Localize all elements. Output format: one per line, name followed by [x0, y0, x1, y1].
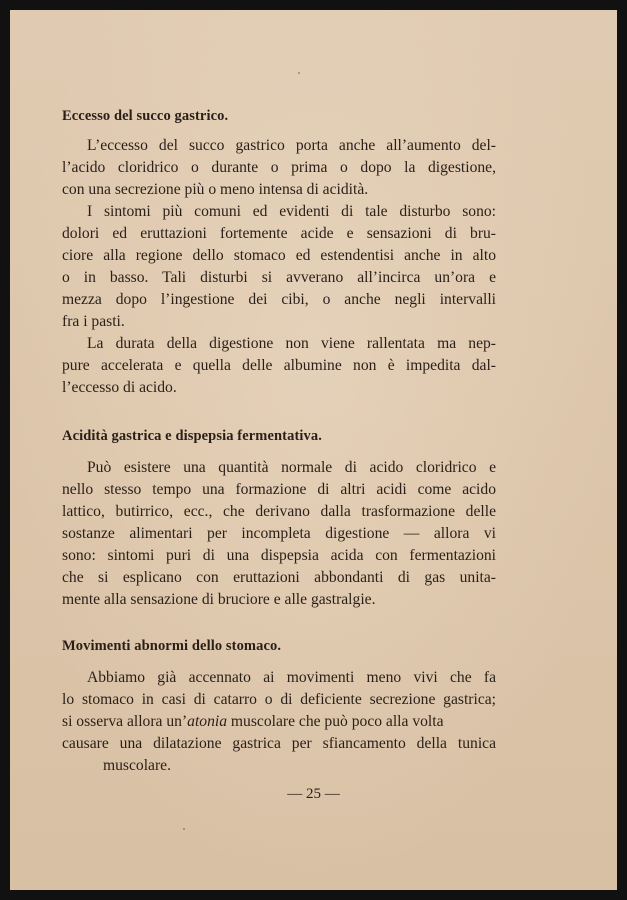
text-fragment: muscolare che può poco alla volta — [227, 713, 444, 730]
book-page — [10, 10, 617, 890]
text-line: fra i pasti. — [62, 313, 125, 330]
text-line: La durata della digestione non viene rallentata ma nep- — [87, 335, 496, 352]
text-fragment: si osserva allora un’ — [62, 713, 188, 730]
text-line: ciore alla regione dello stomaco ed estendentisi anche in alto — [62, 247, 496, 264]
text-line: mezza dopo l’ingestione dei cibi, o anche negli intervalli — [62, 291, 496, 308]
section-heading-acidita: Acidità gastrica e dispepsia fermentativa. — [62, 428, 322, 444]
text-line: che si esplicano con eruttazioni abbondanti di gas unita- — [62, 569, 496, 586]
paper-speck — [183, 828, 185, 830]
text-line: sono: sintomi puri di una dispepsia acida con fermentazioni — [62, 547, 496, 564]
section-heading-movimenti: Movimenti abnormi dello stomaco. — [62, 638, 282, 654]
text-line: dolori ed eruttazioni fortemente acide e sensazioni di bru- — [62, 225, 496, 242]
page-number: — 25 — — [287, 786, 340, 802]
text-line: sostanze alimentari per incompleta digestione — allora vi — [62, 525, 496, 542]
paper-speck — [298, 72, 300, 74]
text-line: L’eccesso del succo gastrico porta anche all’aumento del- — [87, 137, 496, 154]
text-line: Abbiamo già accennato ai movimenti meno vivi che fa — [87, 669, 496, 686]
text-line: muscolare. — [103, 757, 171, 774]
text-line: pure accelerata e quella delle albumine non è impedita dal- — [62, 357, 496, 374]
italic-term: atonia — [187, 713, 228, 730]
text-line: o in basso. Tali disturbi si avverano all’incirca un’ora e — [62, 269, 496, 286]
text-line: Può esistere una quantità normale di acido cloridrico e — [87, 459, 496, 476]
text-line: l’eccesso di acido. — [62, 379, 177, 396]
text-line: lattico, butirrico, ecc., che derivano dalla trasformazione delle — [62, 503, 496, 520]
text-line: con una secrezione più o meno intensa di acidità. — [62, 181, 369, 198]
text-line: nello stesso tempo una formazione di altri acidi come acido — [62, 481, 496, 498]
text-line — [62, 711, 496, 733]
section-heading-eccesso: Eccesso del succo gastrico. — [62, 108, 229, 124]
text-line: causare una dilatazione gastrica per sfiancamento della tunica — [62, 735, 496, 752]
text-line: lo stomaco in casi di catarro o di deficiente secrezione gastrica; — [62, 691, 496, 708]
text-line: mente alla sensazione di bruciore e alle gastralgie. — [62, 591, 376, 608]
text-line: l’acido cloridrico o durante o prima o dopo la digestione, — [62, 159, 496, 176]
text-line: I sintomi più comuni ed evidenti di tale disturbo sono: — [87, 203, 496, 220]
